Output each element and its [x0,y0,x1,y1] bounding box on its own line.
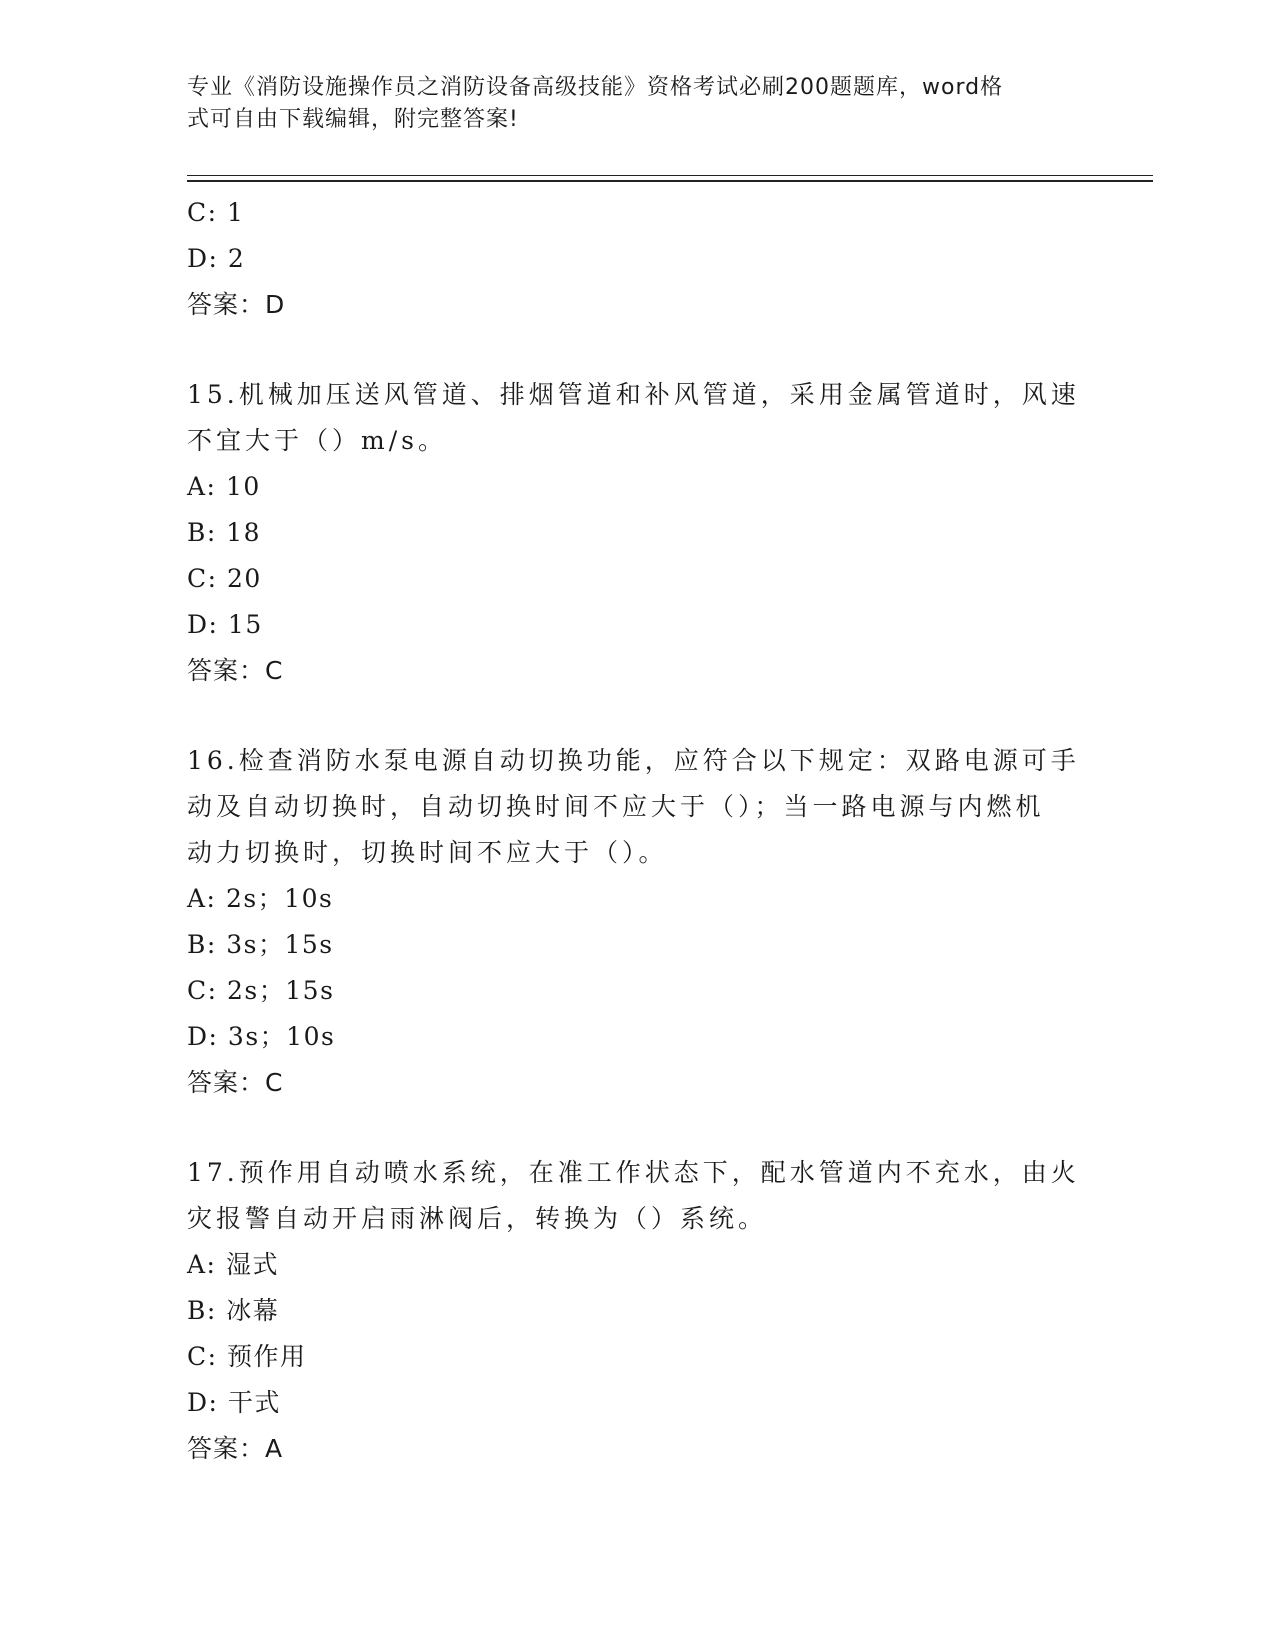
question-text-line: 动及自动切换时，自动切换时间不应大于（）；当一路电源与内燃机 [187,792,1045,821]
header-line-1: 专业《消防设施操作员之消防设备高级技能》资格考试必刷200题题库，word格 [187,75,1004,100]
header-divider-thick [187,180,1153,182]
question-text-line: 16.检查消防水泵电源自动切换功能，应符合以下规定：双路电源可手 [187,746,1080,775]
answer-line: 答案：A [187,1434,284,1463]
option-b: B: 18 [187,518,262,547]
document-header [187,72,1077,136]
question-text-line: 动力切换时，切换时间不应大于（）。 [187,838,668,867]
answer-line: 答案：C [187,1068,284,1097]
option-d: D: 干式 [187,1388,281,1417]
question-17 [187,1150,1087,1472]
option-b: B: 3s；15s [187,930,334,959]
header-divider-thin [187,175,1153,176]
question-list [187,190,1087,1472]
option-a: A: 2s；10s [187,884,334,913]
option-c: C: 1 [187,198,245,227]
option-b: B: 冰幕 [187,1296,280,1325]
question-15 [187,372,1087,694]
question-text-line: 不宜大于（）m/s。 [187,426,447,455]
option-d: D: 2 [187,244,246,273]
question-text-line: 灾报警自动开启雨淋阀后，转换为（）系统。 [187,1204,768,1233]
question-text-line: 17.预作用自动喷水系统，在准工作状态下，配水管道内不充水，由火 [187,1158,1080,1187]
option-c: C: 2s；15s [187,976,335,1005]
option-c: C: 20 [187,564,262,593]
option-a: A: 湿式 [187,1250,279,1279]
question-partial [187,190,1087,328]
answer-line: 答案：C [187,656,284,685]
option-d: D: 3s；10s [187,1022,336,1051]
option-d: D: 15 [187,610,263,639]
answer-line: 答案：D [187,290,286,319]
option-a: A: 10 [187,472,261,501]
question-16 [187,738,1087,1106]
question-text-line: 15.机械加压送风管道、排烟管道和补风管道，采用金属管道时，风速 [187,380,1080,409]
header-line-2: 式可自由下载编辑，附完整答案! [187,107,519,132]
option-c: C: 预作用 [187,1342,307,1371]
